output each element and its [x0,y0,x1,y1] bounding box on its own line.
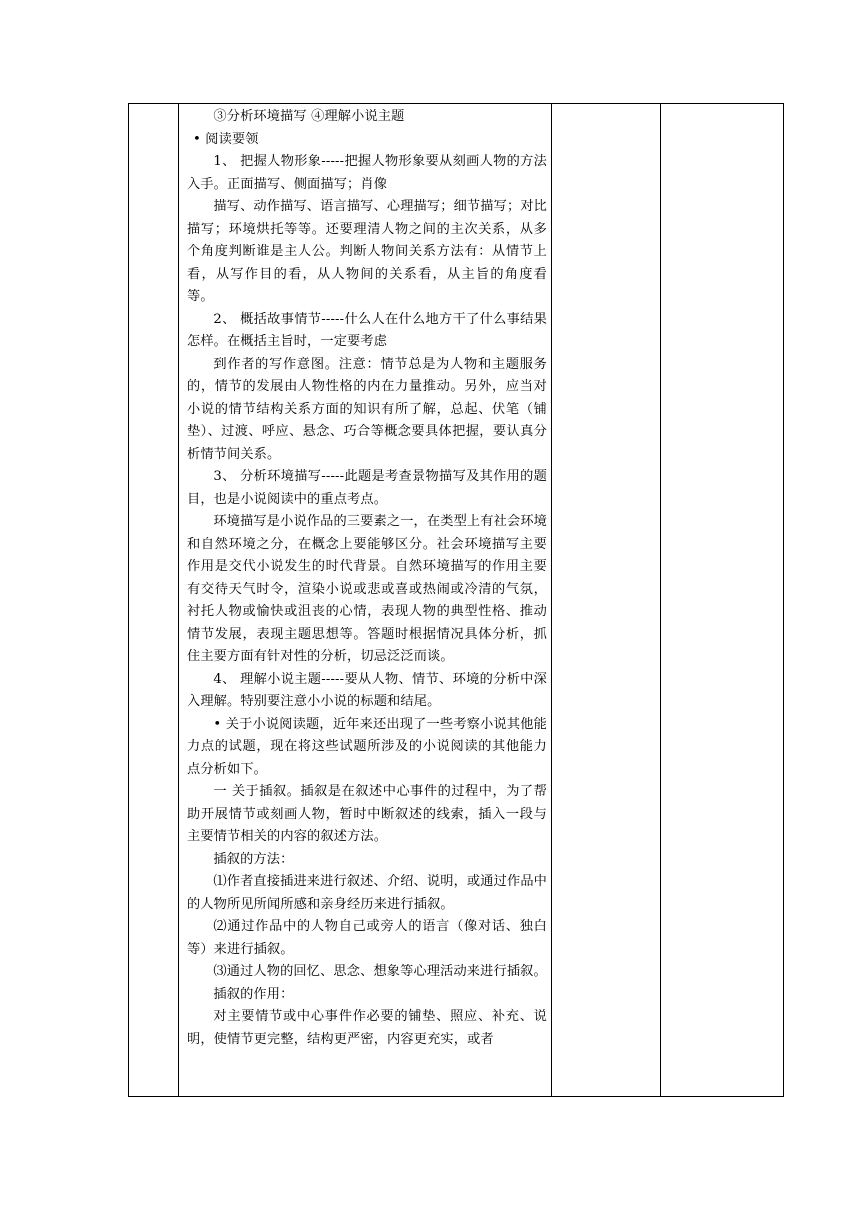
content-paragraph: • 关于小说阅读题，近年来还出现了一些考察小说其他能力点的试题，现在将这些试题所涉及的小说阅读的其他能力点分析如下。 [187,716,547,777]
content-paragraph: 4、 理解小说主题-----要从人物、情节、环境的分析中深入理解。特别要注意小小说的标题和结尾。 [187,671,547,709]
content-paragraph: 1、 把握人物形象-----把握人物形象要从刻画人物的方法入手。正面描写、侧面描写；肖像 [187,154,547,192]
table-cell-content [179,104,552,1097]
content-paragraph: 到作者的写作意图。注意：情节总是为人物和主题服务的，情节的发展由人物性格的内在力量推动。另外，应当对小说的情节结构关系方面的知识有所了解，总起、伏笔（铺垫）、过渡、呼应、悬念、巧合等概念要具体把握，要认真分析情节间关系。 [187,356,547,462]
content-paragraph: 描写、动作描写、语言描写、心理描写；细节描写；对比描写；环境烘托等等。还要理清人物之间的主次关系，从多个角度判断谁是主人公。判断人物间关系方法有：从情节上看，从写作目的看，从人物间的关系看，从主旨的角度看等。 [187,199,547,304]
content-paragraph: ③分析环境描写 ④理解小说主题 [213,109,405,124]
table-row [129,104,784,1097]
table-cell-empty-right [661,104,784,1097]
content-paragraph: ⑶通过人物的回忆、思念、想象等心理活动来进行插叙。 [213,964,547,979]
content-paragraph: • 阅读要领 [193,131,259,147]
content-paragraph: 2、 概括故事情节-----什么人在什么地方干了什么事结果怎样。在概括主旨时，一定要考虑 [187,311,547,349]
content-paragraph: 插叙的作用： [213,986,294,1002]
content-paragraph: ⑴作者直接插进来进行叙述、介绍、说明，或通过作品中的人物所见所闻所感和亲身经历来进行插叙。 [187,874,547,912]
content-paragraph: 一 关于插叙。插叙是在叙述中心事件的过程中，为了帮助开展情节或刻画人物，暂时中断叙述的线索，插入一段与主要情节相关的内容的叙述方法。 [187,784,547,844]
lesson-plan-table [128,103,784,1097]
content-paragraph: 3、 分析环境描写-----此题是考查景物描写及其作用的题目，也是小说阅读中的重点考点。 [187,469,547,507]
content-paragraph: 插叙的方法： [213,851,294,867]
content-paragraph: 对主要情节或中心事件作必要的铺垫、照应、补充、说明，使情节更完整，结构更严密，内容更充实，或者 [187,1009,547,1047]
table-cell-empty-middle [552,104,661,1097]
table-cell-empty-left [129,104,179,1097]
content-text-block [179,104,551,1051]
content-paragraph: ⑵通过作品中的人物自己或旁人的语言（像对话、独白等）来进行插叙。 [187,919,547,957]
content-paragraph: 环境描写是小说作品的三要素之一，在类型上有社会环境和自然环境之分，在概念上要能够区分。社会环境描写主要作用是交代小说发生的时代背景。自然环境描写的作用主要有交待天气时令，渲染小说或悲或喜或热闹或冷清的气氛，衬托人物或愉快或沮丧的心情，表现人物的典型性格、推动情节发展，表现主题思想等。答题时根据情况具体分析，抓住主要方面有针对性的分析，切忌泛泛而谈。 [187,514,547,664]
